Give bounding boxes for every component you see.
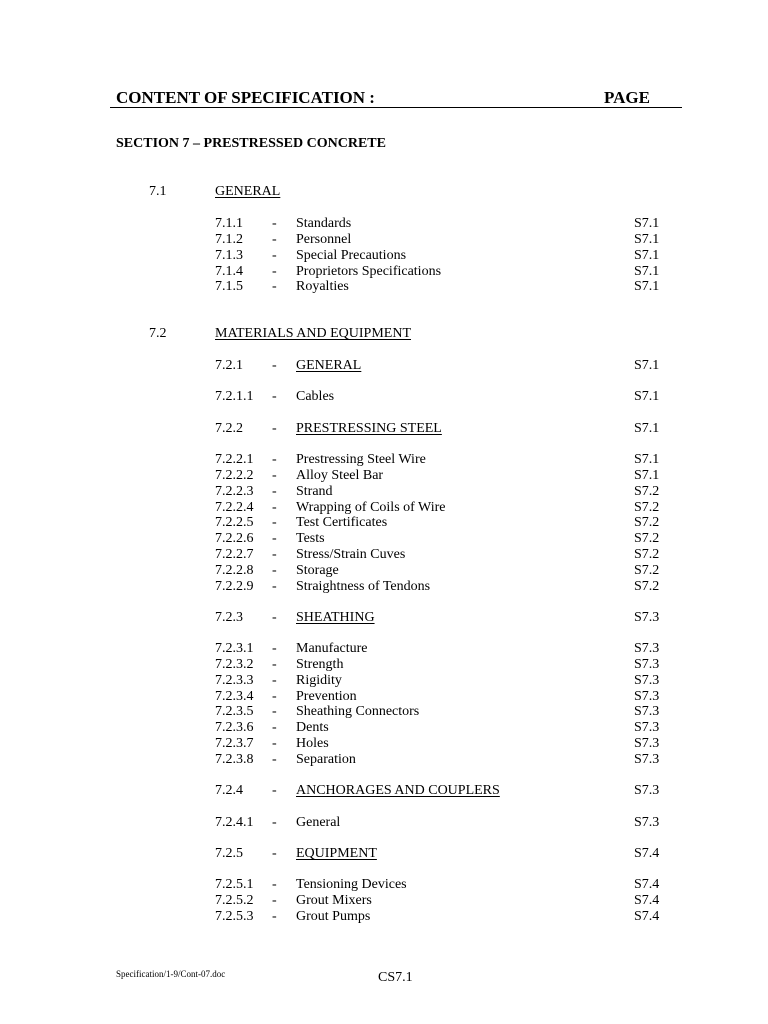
toc-entry [0,389,768,405]
toc-entry [0,515,768,531]
entry-page: S7.1 [634,358,660,373]
entry-page: S7.3 [634,752,660,767]
subsection-number: 7.1 [149,184,167,199]
entry-dash: - [272,515,277,530]
entry-number: 7.2.2.7 [215,547,254,562]
entry-title: Manufacture [296,641,368,656]
entry-page: S7.1 [634,279,660,294]
entry-dash: - [272,232,277,247]
entry-title: Stress/Strain Cuves [296,547,406,562]
entry-title: Personnel [296,232,352,247]
entry-dash: - [272,389,277,404]
entry-page: S7.2 [634,531,660,546]
entry-page: S7.4 [634,877,660,892]
entry-dash: - [272,909,277,924]
entry-dash: - [272,484,277,499]
toc-entry [0,893,768,909]
entry-number: 7.2.3.5 [215,704,254,719]
entry-page: S7.3 [634,610,660,625]
entry-title: Grout Mixers [296,893,372,908]
toc-entry [0,421,768,437]
entry-title: Strength [296,657,344,672]
toc-entry [0,689,768,705]
entry-page: S7.4 [634,909,660,924]
entry-number: 7.2.3.6 [215,720,254,735]
entry-title: Separation [296,752,356,767]
entry-dash: - [272,547,277,562]
entry-title: General [296,815,341,830]
entry-page: S7.3 [634,815,660,830]
entry-title: Sheathing Connectors [296,704,420,719]
entry-number: 7.2.2.6 [215,531,254,546]
entry-number: 7.2.5.2 [215,893,254,908]
entry-dash: - [272,689,277,704]
subsection-title: GENERAL [215,184,281,199]
entry-dash: - [272,421,277,436]
entry-dash: - [272,468,277,483]
entry-page: S7.1 [634,232,660,247]
entry-dash: - [272,579,277,594]
entry-number: 7.2.2.2 [215,468,254,483]
entry-title: Cables [296,389,335,404]
entry-number: 7.2.1.1 [215,389,254,404]
entry-number: 7.2.3.8 [215,752,254,767]
entry-page: S7.2 [634,515,660,530]
entry-page: S7.3 [634,657,660,672]
entry-dash: - [272,877,277,892]
entry-number: 7.1.4 [215,264,243,279]
subsection-number: 7.2 [149,326,167,341]
toc-entry [0,452,768,468]
entry-dash: - [272,279,277,294]
entry-dash: - [272,610,277,625]
entry-dash: - [272,752,277,767]
entry-dash: - [272,563,277,578]
entry-number: 7.2.4.1 [215,815,254,830]
entry-title: Standards [296,216,352,231]
toc-entry [0,846,768,862]
entry-title: Storage [296,563,339,578]
entry-number: 7.2.3.4 [215,689,254,704]
entry-title: Prevention [296,689,357,704]
entry-number: 7.2.2.4 [215,500,254,515]
entry-number: 7.2.3.2 [215,657,254,672]
toc-entry [0,484,768,500]
toc-entry [0,657,768,673]
entry-page: S7.3 [634,720,660,735]
subsection-title: MATERIALS AND EQUIPMENT [215,326,411,341]
entry-number: 7.2.2.1 [215,452,254,467]
toc-entry [0,815,768,831]
entry-dash: - [272,704,277,719]
entry-dash: - [272,452,277,467]
entry-page: S7.1 [634,264,660,279]
toc-entry [0,563,768,579]
entry-number: 7.2.3 [215,610,243,625]
toc-entry [0,264,768,280]
toc-entry [0,720,768,736]
section-title: SECTION 7 – PRESTRESSED CONCRETE [116,136,386,151]
entry-title: Proprietors Specifications [296,264,442,279]
entry-page: S7.2 [634,500,660,515]
entry-dash: - [272,216,277,231]
entry-title: Test Certificates [296,515,388,530]
entry-number: 7.2.4 [215,783,243,798]
footer-file-path: Specification/1-9/Cont-07.doc [116,969,226,979]
entry-dash: - [272,720,277,735]
entry-number: 7.2.2.3 [215,484,254,499]
entry-dash: - [272,736,277,751]
toc-entry [0,909,768,925]
entry-dash: - [272,657,277,672]
toc-entry [0,877,768,893]
entry-title: Special Precautions [296,248,407,263]
entry-title: Wrapping of Coils of Wire [296,500,446,515]
entry-title: Dents [296,720,329,735]
entry-dash: - [272,358,277,373]
entry-title: ANCHORAGES AND COUPLERS [296,783,500,798]
entry-number: 7.1.3 [215,248,243,263]
entry-page: S7.1 [634,216,660,231]
entry-page: S7.1 [634,468,660,483]
entry-page: S7.1 [634,248,660,263]
entry-page: S7.4 [634,893,660,908]
entry-page: S7.3 [634,736,660,751]
entry-dash: - [272,531,277,546]
entry-title: Tests [296,531,325,546]
toc-entry [0,216,768,232]
page-column-heading: PAGE [604,88,650,107]
entry-number: 7.1.5 [215,279,243,294]
entry-number: 7.1.2 [215,232,243,247]
entry-number: 7.2.5 [215,846,243,861]
entry-number: 7.1.1 [215,216,243,231]
entry-page: S7.1 [634,389,660,404]
entry-number: 7.2.2.9 [215,579,254,594]
toc-entry [0,610,768,626]
entry-number: 7.2.5.3 [215,909,254,924]
entry-page: S7.3 [634,783,660,798]
entry-number: 7.2.5.1 [215,877,254,892]
entry-title: Tensioning Devices [296,877,407,892]
entry-number: 7.2.1 [215,358,243,373]
toc-entry [0,673,768,689]
toc-entry [0,783,768,799]
entry-dash: - [272,783,277,798]
entry-title: Prestressing Steel Wire [296,452,426,467]
footer-page-number: CS7.1 [378,970,413,985]
entry-number: 7.2.3.7 [215,736,254,751]
toc-entry [0,232,768,248]
entry-number: 7.2.2.5 [215,515,254,530]
entry-title: Rigidity [296,673,342,688]
entry-title: Strand [296,484,333,499]
entry-dash: - [272,500,277,515]
entry-dash: - [272,248,277,263]
entry-page: S7.3 [634,704,660,719]
toc-entry [0,358,768,374]
entry-page: S7.2 [634,547,660,562]
entry-title: PRESTRESSING STEEL [296,421,442,436]
entry-title: SHEATHING [296,610,375,625]
entry-dash: - [272,846,277,861]
entry-number: 7.2.3.1 [215,641,254,656]
toc-entry [0,736,768,752]
toc-entry [0,641,768,657]
toc-entry [0,531,768,547]
entry-page: S7.1 [634,452,660,467]
document-title: CONTENT OF SPECIFICATION : [116,88,375,107]
toc-entry [0,704,768,720]
toc-entry [0,752,768,768]
entry-title: EQUIPMENT [296,846,377,861]
entry-page: S7.2 [634,484,660,499]
toc-entry [0,279,768,295]
entry-page: S7.2 [634,579,660,594]
toc-entry [0,248,768,264]
entry-page: S7.3 [634,689,660,704]
entry-number: 7.2.2 [215,421,243,436]
entry-dash: - [272,673,277,688]
entry-title: Royalties [296,279,349,294]
toc-entry [0,468,768,484]
entry-title: GENERAL [296,358,362,373]
entry-page: S7.2 [634,563,660,578]
toc-entry [0,579,768,595]
toc-entry [0,500,768,516]
entry-number: 7.2.3.3 [215,673,254,688]
entry-title: Alloy Steel Bar [296,468,384,483]
entry-page: S7.1 [634,421,660,436]
entry-dash: - [272,893,277,908]
entry-page: S7.3 [634,641,660,656]
header-rule [110,107,682,108]
entry-number: 7.2.2.8 [215,563,254,578]
entry-title: Holes [296,736,329,751]
entry-page: S7.3 [634,673,660,688]
toc-entry [0,547,768,563]
entry-title: Straightness of Tendons [296,579,431,594]
entry-dash: - [272,815,277,830]
entry-dash: - [272,641,277,656]
entry-dash: - [272,264,277,279]
entry-title: Grout Pumps [296,909,371,924]
entry-page: S7.4 [634,846,660,861]
